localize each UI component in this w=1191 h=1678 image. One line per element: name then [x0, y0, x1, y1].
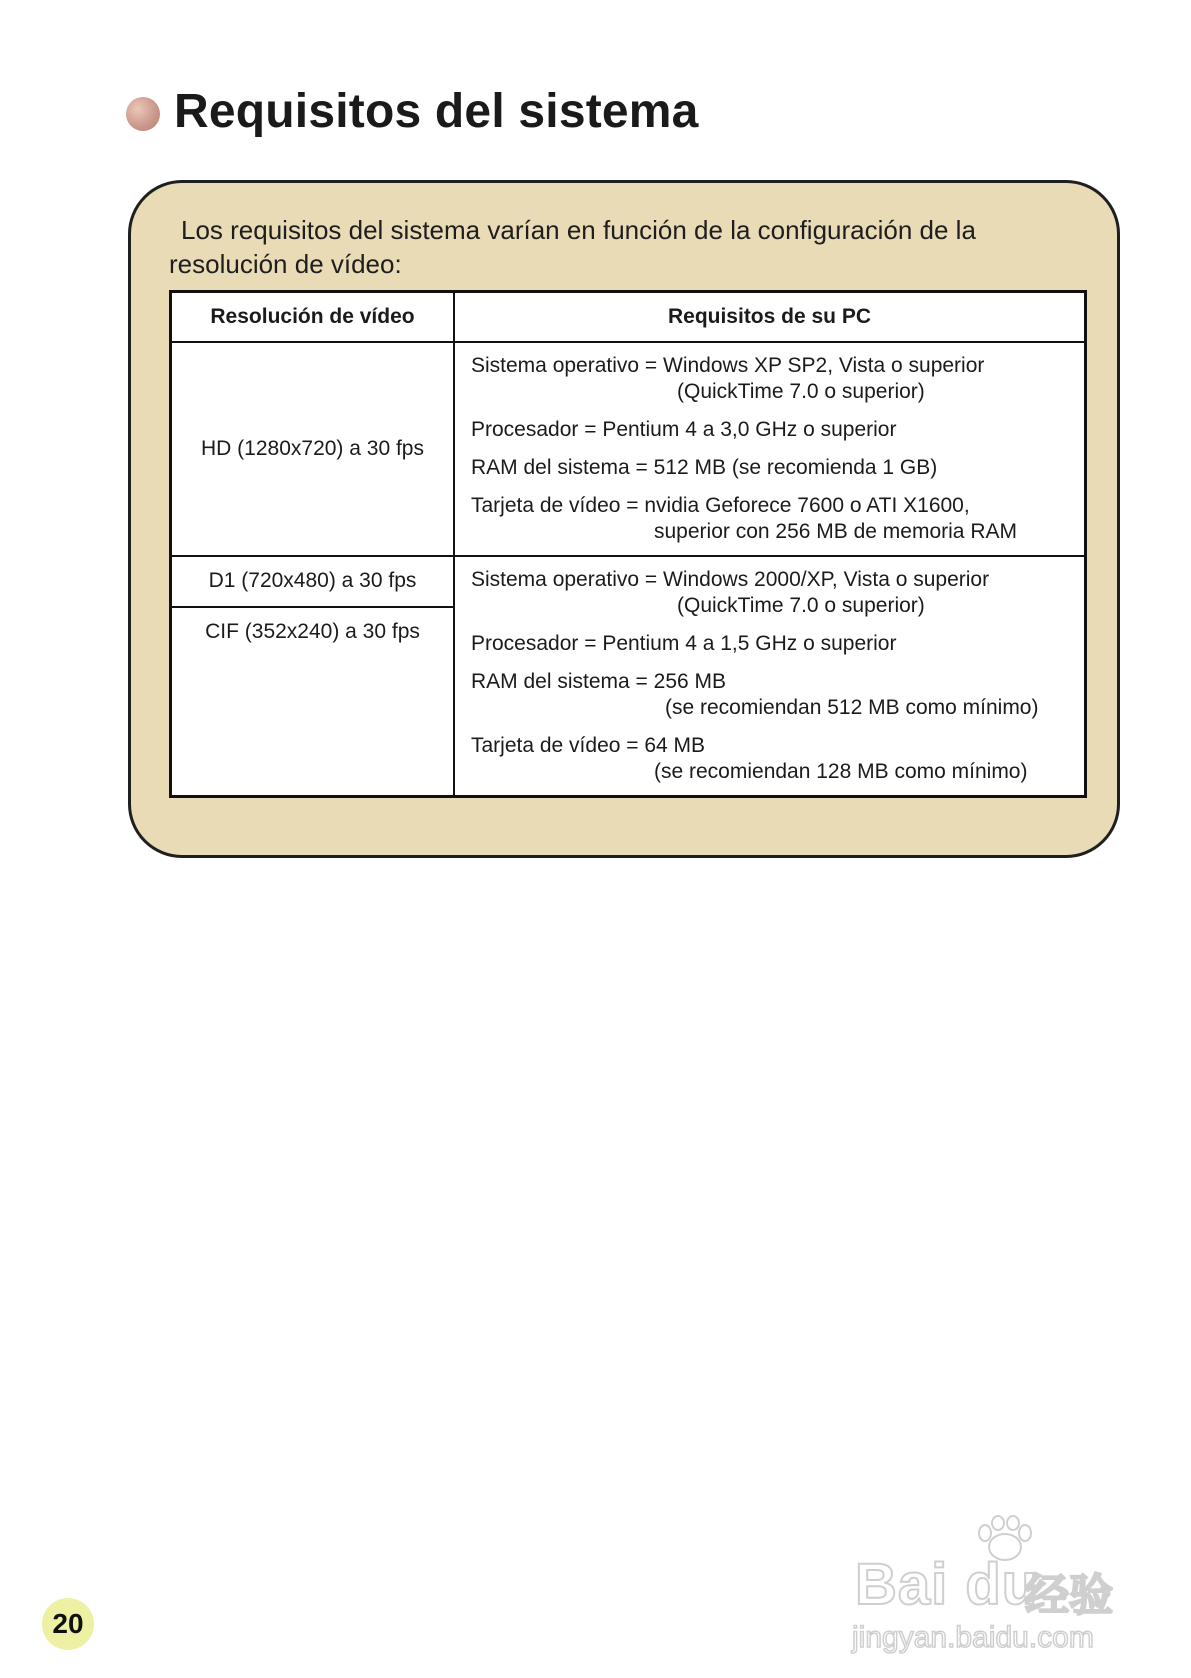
intro-text [169, 213, 1069, 281]
req-gpu-cont: superior con 256 MB de memoria RAM [654, 520, 1017, 543]
requirements-hd [454, 342, 1086, 556]
header-resolution: Resolución de vídeo [171, 292, 455, 343]
intro-line-2: resolución de vídeo: [169, 249, 402, 279]
watermark-brand: Bai du [855, 1552, 1039, 1617]
watermark-url: jingyan.baidu.com [852, 1621, 1094, 1654]
requirements-table [169, 290, 1087, 798]
bullet-circle-icon [126, 97, 160, 131]
req-os: Sistema operativo = Windows XP SP2, Vista o superior [471, 354, 985, 377]
req-cpu: Procesador = Pentium 4 a 1,5 GHz o superior [471, 632, 897, 655]
req-gpu: Tarjeta de vídeo = nvidia Geforece 7600 o ATI X1600, [471, 494, 970, 517]
resolution-cif: CIF (352x240) a 30 fps [171, 607, 455, 797]
table-row [171, 342, 1086, 556]
req-gpu-cont: (se recomiendan 128 MB como mínimo) [654, 760, 1028, 783]
watermark-brand-cn: 经验 [1025, 1570, 1113, 1621]
req-os-cont: (QuickTime 7.0 o superior) [677, 380, 925, 403]
resolution-hd: HD (1280x720) a 30 fps [171, 342, 455, 556]
table-row [171, 556, 1086, 607]
header-pc-requirements: Requisitos de su PC [454, 292, 1086, 343]
req-gpu: Tarjeta de vídeo = 64 MB [471, 734, 706, 757]
req-cpu: Procesador = Pentium 4 a 3,0 GHz o superior [471, 418, 897, 441]
page-title: Requisitos del sistema [174, 85, 699, 138]
requirements-panel [128, 180, 1120, 858]
page-number-badge: 20 [42, 1598, 94, 1650]
table-header-row [171, 292, 1086, 343]
req-ram-cont: (se recomiendan 512 MB como mínimo) [665, 696, 1039, 719]
requirements-sd [454, 556, 1086, 797]
req-os: Sistema operativo = Windows 2000/XP, Vista o superior [471, 568, 990, 591]
req-ram: RAM del sistema = 256 MB [471, 670, 727, 693]
req-ram: RAM del sistema = 512 MB (se recomienda 1 GB) [471, 456, 938, 479]
intro-line-1: Los requisitos del sistema varían en función de la configuración de la [181, 215, 976, 245]
resolution-d1: D1 (720x480) a 30 fps [171, 556, 455, 607]
req-os-cont: (QuickTime 7.0 o superior) [677, 594, 925, 617]
section-header [126, 84, 699, 139]
watermark [850, 1515, 1150, 1655]
